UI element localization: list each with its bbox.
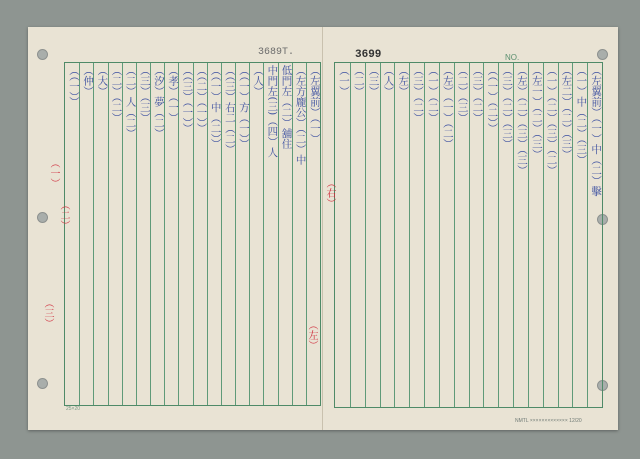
manuscript-column — [381, 65, 394, 405]
page-number-stamp: 3699 — [355, 49, 382, 61]
handwritten-text: （左一）（二）（三） — [530, 65, 543, 160]
manuscript-column — [279, 65, 291, 403]
handwritten-text: （三）（二） — [471, 65, 484, 123]
handwritten-text: 低門左（二）舖住 — [280, 65, 293, 149]
manuscript-column — [307, 65, 319, 403]
manuscript-column — [410, 65, 423, 405]
handwritten-text: （左二）（二）（三） — [560, 65, 573, 160]
manuscript-column — [499, 65, 512, 405]
manuscript-column — [137, 65, 149, 403]
red-margin-note: （二） — [58, 200, 69, 230]
handwritten-text: （（三）右二（二） — [223, 65, 236, 155]
manuscript-column — [425, 65, 438, 405]
handwritten-text: （（一）（二）） — [486, 65, 499, 134]
binding-hole — [37, 378, 48, 389]
manuscript-column — [236, 65, 248, 403]
manuscript-column — [94, 65, 109, 403]
red-margin-note: （左） — [306, 320, 317, 350]
handwritten-text: （三） — [367, 65, 380, 97]
manuscript-column — [194, 65, 206, 403]
red-margin-note: （三） — [42, 298, 53, 328]
manuscript-column — [470, 65, 483, 405]
manuscript-column — [529, 65, 542, 405]
manuscript-column — [559, 65, 572, 405]
page-number-pencil-value: 3689 — [258, 47, 283, 58]
handwritten-text: （左）（一）（二） — [441, 65, 454, 149]
handwritten-text: （左） — [397, 65, 410, 97]
manuscript-column — [66, 65, 78, 403]
handwritten-text: （三）（三） — [138, 65, 151, 123]
handwritten-text: （左）（二）（三）（三） — [516, 65, 528, 176]
handwritten-text: （人） — [382, 65, 395, 97]
left-manuscript-grid — [64, 62, 321, 406]
red-margin-note: （一） — [48, 158, 59, 188]
handwritten-text: （（二）（一）） — [195, 65, 208, 134]
handwritten-text: （左方龐公）（二）中 — [294, 65, 307, 165]
handwritten-text: （一）（二）（三）（二） — [545, 65, 558, 176]
archive-footer: NMTL ××××××××××××× 12/20 — [515, 418, 582, 424]
binding-hole — [597, 49, 608, 60]
manuscript-column — [514, 65, 527, 405]
center-fold — [322, 27, 323, 430]
handwritten-text: （三）（二）（三） — [501, 65, 514, 149]
handwritten-text: （仲） — [82, 65, 95, 97]
manuscript-column — [544, 65, 557, 405]
manuscript-column — [179, 65, 194, 403]
manuscript-column — [395, 65, 408, 405]
manuscript-column — [250, 65, 265, 403]
manuscript-column — [80, 65, 95, 403]
handwritten-text: （左翼前）（一）中（二）擊 — [590, 65, 603, 197]
page-number-pencil — [258, 47, 294, 58]
binding-hole — [37, 212, 48, 223]
handwritten-text: （二）人（二） — [124, 65, 137, 139]
manuscript-column — [165, 65, 180, 403]
red-margin-note: （右） — [324, 178, 335, 208]
handwritten-text: （二）（三） — [456, 65, 469, 123]
manuscript-column — [336, 65, 349, 405]
handwritten-text: （一）中（二）（三） — [575, 65, 588, 165]
manuscript-column — [455, 65, 468, 405]
handwritten-text: （人） — [252, 65, 265, 97]
handwritten-text: （左翼前）（一） — [308, 65, 321, 144]
manuscript-column — [264, 65, 279, 403]
manuscript-column — [440, 65, 453, 405]
handwritten-text: （汐）夢（二） — [153, 65, 165, 139]
manuscript-column — [588, 65, 601, 405]
manuscript-column — [109, 65, 121, 403]
manuscript-column — [151, 65, 163, 403]
handwritten-text: （（一）方（一）） — [238, 65, 250, 149]
page-number-pencil-suffix: T. — [282, 47, 295, 58]
manuscript-column — [351, 65, 364, 405]
manuscript-column — [222, 65, 234, 403]
binding-hole — [37, 49, 48, 60]
handwritten-text: （一） — [338, 65, 350, 97]
handwritten-text: （一）（二） — [427, 65, 439, 123]
manuscript-column — [366, 65, 379, 405]
handwritten-text: （二） — [352, 65, 365, 97]
manuscript-column — [208, 65, 220, 403]
form-no-label: NO. — [505, 53, 520, 62]
handwritten-text: （（一）中（二）） — [209, 65, 222, 149]
manuscript-column — [573, 65, 586, 405]
handwritten-text: （二）（二） — [110, 65, 123, 123]
handwritten-text: （（三）（一）） — [181, 65, 194, 134]
handwritten-text: 中門左(三)（四）人 — [266, 65, 279, 158]
manuscript-column — [293, 65, 305, 403]
form-code: 25×20 — [66, 406, 81, 412]
handwritten-text: （三）（二） — [412, 65, 425, 123]
handwritten-text: （（一）） — [68, 65, 80, 107]
right-manuscript-grid — [334, 62, 603, 408]
handwritten-text: （孝）（一） — [167, 65, 180, 123]
manuscript-column — [123, 65, 135, 403]
handwritten-text: （大） — [96, 65, 109, 97]
manuscript-column — [484, 65, 497, 405]
